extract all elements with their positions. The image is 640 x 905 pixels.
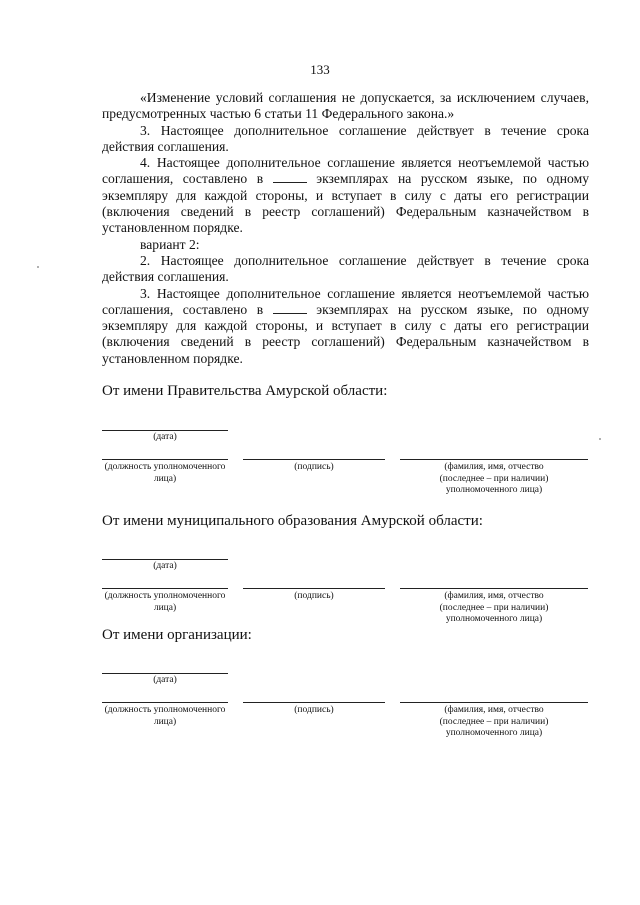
paragraph-copies-2 xyxy=(102,286,589,367)
signature-line xyxy=(243,588,385,589)
signature-caption: (подпись) xyxy=(294,705,334,715)
date-caption: (дата) xyxy=(153,675,177,685)
copies-blank-2 xyxy=(273,302,307,314)
page-number: 133 xyxy=(310,62,330,77)
position-caption: (должность уполномоченного лица) xyxy=(104,462,226,484)
signature-heading-municipality: От имени муниципального образования Амурской области: xyxy=(102,513,483,529)
copies-blank-1 xyxy=(273,171,307,183)
paragraph-term-1: 3. Настоящее дополнительное соглашение действует в течение срока действия соглашения. xyxy=(102,122,589,154)
paragraph-copies-1-end: экземплярах на русском языке, по одному экземпляру для каждой стороны, и вступает в силу с даты его регистрации (включения сведений в реестр соглашений) Федеральным казначейством в установленном порядке. xyxy=(102,171,589,236)
paragraph-copies-1-start: 4. Настоящее дополнительное соглашение является неотъемлемой частью соглашения, составлено в xyxy=(102,155,589,187)
date-caption: (дата) xyxy=(153,561,177,571)
variant-label: вариант 2: xyxy=(140,236,200,252)
name-line xyxy=(400,702,588,703)
name-caption: (фамилия, имя, отчество (последнее – при наличии) уполномоченного лица) xyxy=(439,462,549,495)
position-line xyxy=(102,588,228,589)
signature-line xyxy=(243,459,385,460)
date-line xyxy=(102,673,228,674)
date-caption: (дата) xyxy=(153,432,177,442)
signature-line xyxy=(243,702,385,703)
name-line xyxy=(400,588,588,589)
position-line xyxy=(102,702,228,703)
name-caption: (фамилия, имя, отчество (последнее – при наличии) уполномоченного лица) xyxy=(439,591,549,624)
signature-heading-government: От имени Правительства Амурской области: xyxy=(102,383,388,399)
paragraph-copies-2-end: экземплярах на русском языке, по одному экземпляру для каждой стороны, и вступает в силу с даты его регистрации (включения сведений в реестр соглашений) Федеральным казначейством в установленном порядке. xyxy=(102,301,589,366)
position-line xyxy=(102,459,228,460)
paragraph-term-2: 2. Настоящее дополнительное соглашение действует в течение срока действия соглашения. xyxy=(102,252,589,285)
position-caption: (должность уполномоченного лица) xyxy=(104,591,226,613)
name-caption: (фамилия, имя, отчество (последнее – при наличии) уполномоченного лица) xyxy=(439,705,549,738)
paragraph-amendment-conditions: «Изменение условий соглашения не допускается, за исключением случаев, предусмотренных частью 6 статьи 11 Федерального закона.» xyxy=(102,90,589,122)
position-caption: (должность уполномоченного лица) xyxy=(104,705,226,727)
paragraph-copies-1 xyxy=(102,155,589,236)
signature-caption: (подпись) xyxy=(294,591,334,601)
document-body xyxy=(102,90,589,367)
signature-heading-organization: От имени организации: xyxy=(102,627,252,643)
name-line xyxy=(400,459,588,460)
date-line xyxy=(102,430,228,431)
date-line xyxy=(102,559,228,560)
paragraph-copies-2-start: 3. Настоящее дополнительное соглашение является неотъемлемой частью соглашения, составлено в xyxy=(102,285,589,317)
scan-speck xyxy=(599,438,601,440)
signature-caption: (подпись) xyxy=(294,462,334,472)
scan-speck xyxy=(37,266,39,268)
